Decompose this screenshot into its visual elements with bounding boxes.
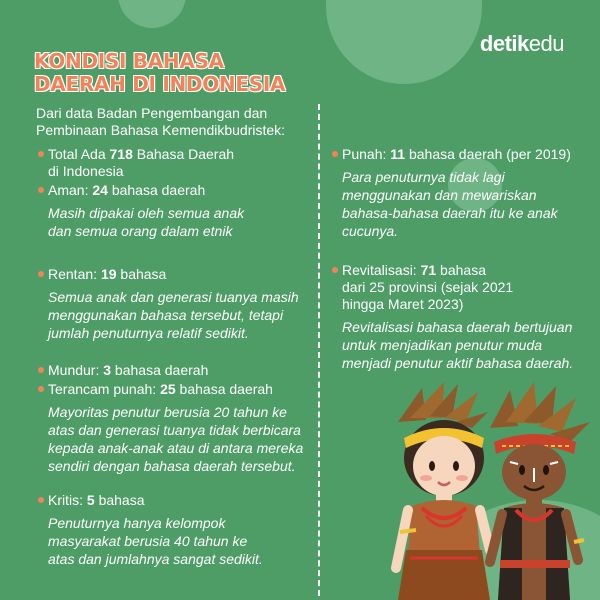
item-description: Mayoritas penutur berusia 20 tahun ke atas dan generasi tuanya tidak berbicara kepada anak-anak atau di antara mereka sendiri dengan bahasa daerah tersebut. <box>48 404 304 474</box>
bullet-icon <box>38 367 44 373</box>
item-value: 11 <box>390 146 406 162</box>
brand-logo <box>480 31 564 57</box>
item-aman <box>48 182 316 240</box>
item-heading-line2: di Indonesia <box>48 163 124 179</box>
item-rentan <box>48 266 316 342</box>
bullet-icon <box>332 151 338 157</box>
item-heading: Aman: 24 bahasa daerah <box>48 182 206 198</box>
girl-figure <box>396 382 490 600</box>
decorative-circle <box>118 0 186 28</box>
item-total <box>48 146 316 180</box>
intro-text <box>36 105 316 139</box>
item-value: 19 <box>100 266 117 282</box>
item-value: 718 <box>109 146 133 162</box>
item-heading: Mundur: 3 bahasa daerah <box>48 362 209 378</box>
item-heading: Revitalisasi: 71 bahasa <box>342 262 486 278</box>
item-heading: Rentan: 19 bahasa <box>48 266 167 282</box>
traditional-children-illustration <box>386 382 600 600</box>
column-divider <box>318 104 320 596</box>
item-description: Penuturnya hanya kelompok masyarakat berusia 40 tahun ke atas dan jumlahnya sangat sedikit. <box>48 515 263 567</box>
item-value: 24 <box>92 182 108 198</box>
item-heading: Terancam punah: 25 bahasa daerah <box>48 381 273 397</box>
boy-figure <box>490 382 590 600</box>
item-heading: Punah: 11 bahasa daerah (per 2019) <box>342 146 571 162</box>
item-description: Para penuturnya tidak lagi menggunakan dan mewariskan bahasa-bahasa daerah itu ke anak cucunya. <box>342 169 558 239</box>
bullet-icon <box>38 497 44 503</box>
item-value: 25 <box>160 381 176 397</box>
item-description: Semua anak dan generasi tuanya masih menggunakan bahasa tersebut, tetapi jumlah penuturnya relatif sedikit. <box>48 289 299 341</box>
title-line: DAERAH DI INDONESIA <box>34 72 286 96</box>
bullet-icon <box>332 267 338 273</box>
brand-main: detik <box>479 31 529 56</box>
item-terancam-punah <box>48 381 318 475</box>
page-title <box>34 50 285 96</box>
brand-sub: edu <box>528 31 564 56</box>
bullet-icon <box>38 151 44 157</box>
item-punah <box>342 146 592 240</box>
bullet-icon <box>38 187 44 193</box>
decorative-circle <box>326 0 482 84</box>
bullet-icon <box>38 271 44 277</box>
item-heading: Total Ada 718 Bahasa Daerah <box>48 146 235 162</box>
item-heading: Kritis: 5 bahasa <box>48 492 145 508</box>
bullet-icon <box>38 386 44 392</box>
item-value: 3 <box>103 362 112 378</box>
item-heading-line2: dari 25 provinsi (sejak 2021 <box>342 279 514 295</box>
item-revitalisasi <box>342 262 592 372</box>
intro-line: Dari data Badan Pengembangan dan <box>36 105 268 121</box>
item-value: 71 <box>420 262 437 278</box>
item-mundur <box>48 362 316 379</box>
title-line: KONDISI BAHASA <box>34 49 224 73</box>
item-heading-line3: hingga Maret 2023) <box>342 296 464 312</box>
item-kritis <box>48 492 316 568</box>
item-value: 5 <box>86 492 95 508</box>
item-description: Revitalisasi bahasa daerah bertujuan untuk menjadikan penutur muda menjadi penutur aktif bahasa daerah. <box>342 319 574 371</box>
intro-line: Pembinaan Bahasa Kemendikbudristek: <box>36 122 286 138</box>
item-description: Masih dipakai oleh semua anak dan semua orang dalam etnik <box>48 205 245 239</box>
